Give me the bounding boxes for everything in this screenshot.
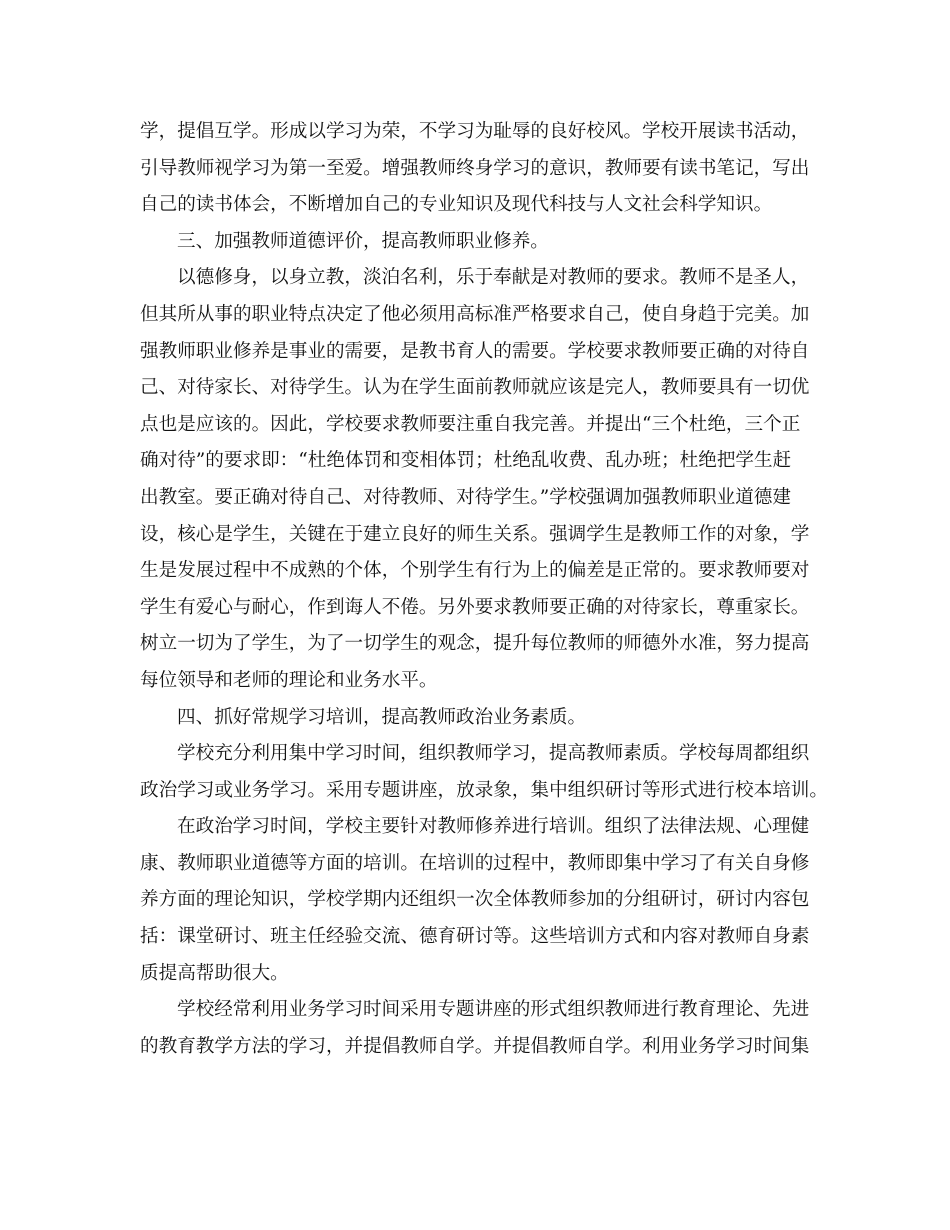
text-line: 在政治学习时间，学校主要针对教师修养进行培训。组织了法律法规、心理健 bbox=[177, 816, 810, 838]
text-line: 学，提倡互学。形成以学习为荣，不学习为耻辱的良好校风。学校开展读书活动， bbox=[140, 121, 810, 142]
text-line: 养方面的理论知识，学校学期内还组织一次全体教师参加的分组研讨，研讨内容包 bbox=[140, 889, 810, 911]
text-line: 生是发展过程中不成熟的个体，个别学生有行为上的偏差是正常的。要求教师要对 bbox=[140, 560, 810, 582]
text-line: 强教师职业修养是事业的需要，是教书育人的需要。学校要求教师要正确的对待自 bbox=[140, 340, 810, 362]
text-line: 三、加强教师道德评价，提高教师职业修养。 bbox=[177, 230, 549, 252]
text-line: 括：课堂研讨、班主任经验交流、德育研讨等。这些培训方式和内容对教师自身素 bbox=[140, 926, 810, 948]
document-body bbox=[140, 114, 828, 1065]
text-line: 以德修身，以身立教，淡泊名利，乐于奉献是对教师的要求。教师不是圣人， bbox=[177, 267, 810, 289]
text-line: 学校经常利用业务学习时间采用专题讲座的形式组织教师进行教育理论、先进 bbox=[177, 999, 810, 1021]
text-line: 每位领导和老师的理论和业务水平。 bbox=[140, 669, 438, 691]
text-line: 四、抓好常规学习培训，提高教师政治业务素质。 bbox=[177, 706, 587, 728]
text-line: 点也是应该的。因此，学校要求教师要注重自我完善。并提出“三个杜绝，三个正 bbox=[140, 413, 801, 435]
text-line: 政治学习或业务学习。采用专题讲座，放录象，集中组织研讨等形式进行校本培训。 bbox=[140, 779, 828, 801]
text-line: 己、对待家长、对待学生。认为在学生面前教师就应该是完人，教师要具有一切优 bbox=[140, 377, 810, 399]
text-line: 的教育教学方法的学习，并提倡教师自学。并提倡教师自学。利用业务学习时间集 bbox=[140, 1035, 810, 1057]
text-line: 确对待”的要求即：“杜绝体罚和变相体罚；杜绝乱收费、乱办班；杜绝把学生赶 bbox=[140, 450, 792, 472]
text-line: 自己的读书体会，不断增加自己的专业知识及现代科技与人文社会科学知识。 bbox=[140, 194, 773, 216]
text-line: 但其所从事的职业特点决定了他必须用高标准严格要求自己，使自身趋于完美。加 bbox=[140, 303, 810, 325]
text-line: 学校充分利用集中学习时间，组织教师学习，提高教师素质。学校每周都组织 bbox=[177, 743, 810, 765]
text-line: 康、教师职业道德等方面的培训。在培训的过程中，教师即集中学习了有关自身修 bbox=[140, 852, 810, 874]
text-line: 设，核心是学生，关键在于建立良好的师生关系。强调学生是教师工作的对象，学 bbox=[140, 523, 810, 545]
text-line: 引导教师视学习为第一至爱。增强教师终身学习的意识，教师要有读书笔记，写出 bbox=[140, 157, 810, 179]
text-line: 出教室。要正确对待自己、对待教师、对待学生。”学校强调加强教师职业道德建 bbox=[140, 486, 791, 508]
text-line: 树立一切为了学生，为了一切学生的观念，提升每位教师的师德外水准，努力提高 bbox=[140, 633, 810, 655]
text-line: 质提高帮助很大。 bbox=[140, 962, 289, 984]
text-line: 学生有爱心与耐心，作到诲人不倦。另外要求教师要正确的对待家长，尊重家长。 bbox=[140, 596, 810, 618]
